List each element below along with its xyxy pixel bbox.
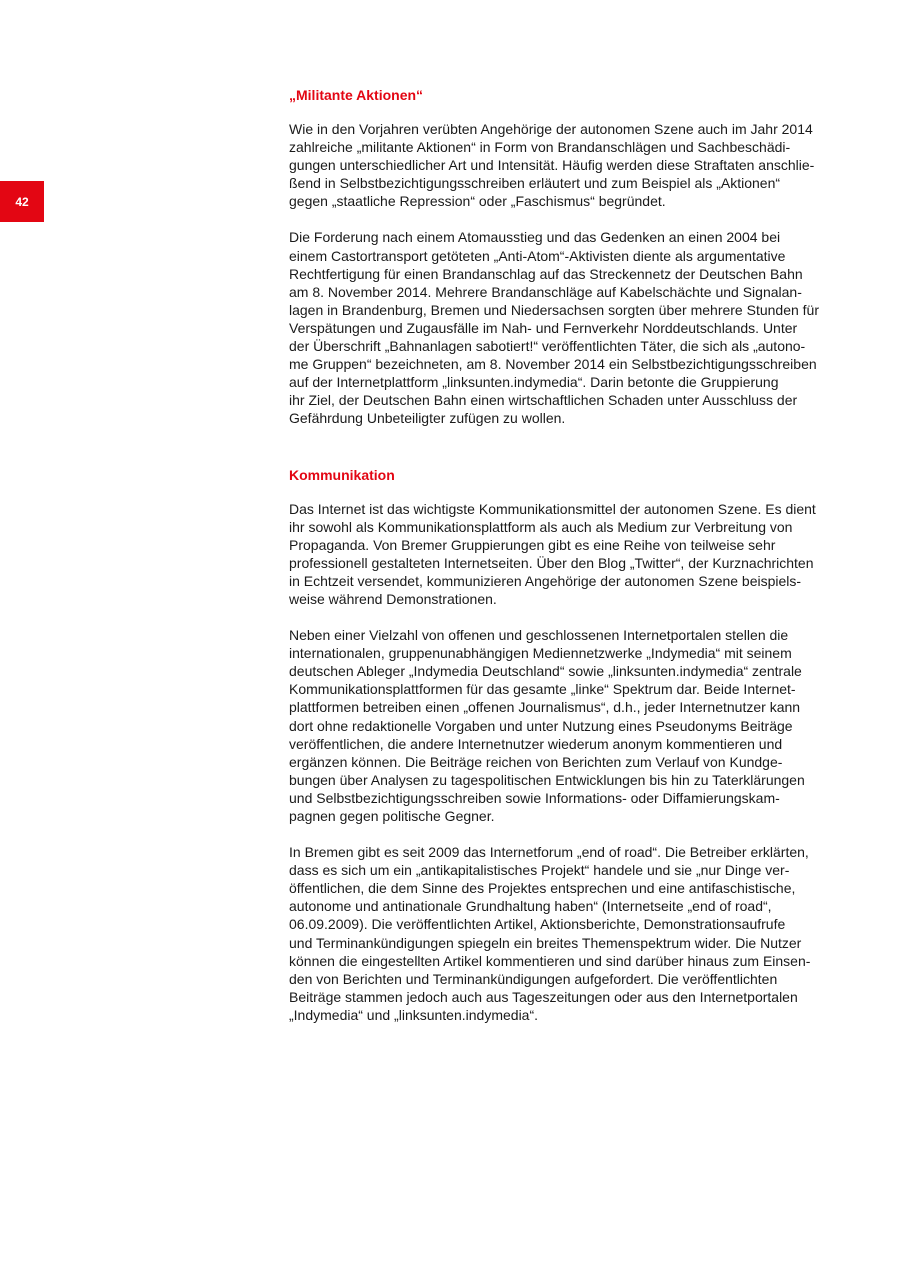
text-line: lagen in Brandenburg, Bremen und Niedersachsen sorgten über mehrere Stunden für <box>289 301 819 318</box>
text-line: dass es sich um ein „antikapitalistisches Projekt“ handele und sie „nur Dinge ver- <box>289 862 790 879</box>
page-number-tab <box>0 181 44 222</box>
text-line: plattformen betreiben einen „offenen Journalismus“, d.h., jeder Internetnutzer kann <box>289 699 801 716</box>
section-heading-militante-aktionen: „Militante Aktionen“ <box>289 87 424 103</box>
text-line: weise während Demonstrationen. <box>289 590 497 607</box>
paragraph <box>289 120 837 210</box>
text-line: ßend in Selbstbezichtigungsschreiben erläutert und zum Beispiel als „Aktionen“ <box>289 175 781 192</box>
text-line: den von Berichten und Terminankündigungen aufgefordert. Die veröffentlichten <box>289 970 778 987</box>
text-line: autonome und antinationale Grundhaltung haben“ (Internetseite „end of road“, <box>289 898 772 915</box>
text-line: internationalen, gruppenunabhängigen Mediennetzwerke „Indymedia“ mit seinem <box>289 645 792 662</box>
text-line: auf der Internetplattform „linksunten.indymedia“. Darin betonte die Gruppierung <box>289 374 779 391</box>
text-line: veröffentlichen, die andere Internetnutzer wiederum anonym kommentieren und <box>289 735 783 752</box>
text-line: pagnen gegen politische Gegner. <box>289 808 495 824</box>
text-line: me Gruppen“ bezeichneten, am 8. November 2014 ein Selbstbezichtigungsschreiben <box>289 356 817 373</box>
text-line: ihr Ziel, der Deutschen Bahn einen wirtschaftlichen Schaden unter Ausschluss der <box>289 392 798 409</box>
text-line: gegen „staatliche Repression“ oder „Faschismus“ begründet. <box>289 193 666 210</box>
text-line: und Selbstbezichtigungsschreiben sowie Informations- oder Diffamierungskam- <box>289 789 780 806</box>
paragraph <box>289 626 837 825</box>
paragraph <box>289 228 837 427</box>
text-line: gungen unterschiedlicher Art und Intensität. Häufig werden diese Straftaten anschlie- <box>289 157 815 174</box>
text-line: „Indymedia“ und „linksunten.indymedia“. <box>289 1006 539 1023</box>
text-line: ihr sowohl als Kommunikationsplattform als auch als Medium zur Verbreitung von <box>289 518 793 535</box>
text-line: In Bremen gibt es seit 2009 das Internetforum „end of road“. Die Betreiber erklärten, <box>289 844 809 861</box>
text-line: bungen über Analysen zu tagespolitischen Entwicklungen bis hin zu Taterklärungen <box>289 771 805 788</box>
paragraph <box>289 500 837 609</box>
text-line: und Terminankündigungen spiegeln ein breites Themenspektrum wider. Die Nutzer <box>289 934 802 951</box>
text-line: Wie in den Vorjahren verübten Angehörige der autonomen Szene auch im Jahr 2014 <box>289 121 813 137</box>
text-line: ergänzen können. Die Beiträge reichen von Berichten zum Verlauf von Kundge- <box>289 753 783 770</box>
text-line: professionell gestalteten Internetseiten. Über den Blog „Twitter“, der Kurznachrichten <box>289 554 814 571</box>
text-line: in Echtzeit versendet, kommunizieren Angehörige der autonomen Szene beispiels- <box>289 572 802 589</box>
text-line: Rechtfertigung für einen Brandanschlag auf das Streckennetz der Deutschen Bahn <box>289 265 803 282</box>
text-line: deutschen Ableger „Indymedia Deutschland“ sowie „linksunten.indymedia“ zentrale <box>289 663 802 680</box>
text-line: können die eingestellten Artikel kommentieren und sind darüber hinaus zum Einsen- <box>289 952 811 969</box>
text-line: Gefährdung Unbeteiligter zufügen zu wollen. <box>289 410 566 427</box>
text-line: der Überschrift „Bahnanlagen sabotiert!“ veröffentlichten Täter, die sich als „autono- <box>289 338 806 355</box>
text-line: zahlreiche „militante Aktionen“ in Form von Brandanschlägen und Sachbeschädi- <box>289 139 791 156</box>
page-number: 42 <box>15 194 29 209</box>
text-line: Das Internet ist das wichtigste Kommunikationsmittel der autonomen Szene. Es dient <box>289 500 816 517</box>
text-line: am 8. November 2014. Mehrere Brandanschläge auf Kabelschächte und Signalan- <box>289 283 802 300</box>
text-line: Propaganda. Von Bremer Gruppierungen gibt es eine Reihe von teilweise sehr <box>289 536 776 553</box>
text-line: Die Forderung nach einem Atomausstieg und das Gedenken an einen 2004 bei <box>289 229 781 246</box>
document-body <box>289 84 837 1042</box>
text-line: Neben einer Vielzahl von offenen und geschlossenen Internetportalen stellen die <box>289 627 789 644</box>
text-line: 06.09.2009). Die veröffentlichten Artikel, Aktionsberichte, Demonstrationsaufrufe <box>289 916 786 933</box>
text-line: dort ohne redaktionelle Vorgaben und unter Nutzung eines Pseudonyms Beiträge <box>289 717 793 734</box>
paragraph <box>289 843 837 1024</box>
text-line: Beiträge stammen jedoch auch aus Tageszeitungen oder aus den Internetportalen <box>289 988 798 1005</box>
text-line: Kommunikationsplattformen für das gesamte „linke“ Spektrum dar. Beide Internet- <box>289 681 796 698</box>
text-line: einem Castortransport getöteten „Anti-Atom“-Aktivisten diente als argumentative <box>289 247 786 264</box>
section-heading-kommunikation: Kommunikation <box>289 466 395 483</box>
text-line: öffentlichen, die dem Sinne des Projektes entsprechen und eine antifaschistische, <box>289 880 796 897</box>
text-line: Verspätungen und Zugausfälle im Nah- und Fernverkehr Norddeutschlands. Unter <box>289 319 798 336</box>
